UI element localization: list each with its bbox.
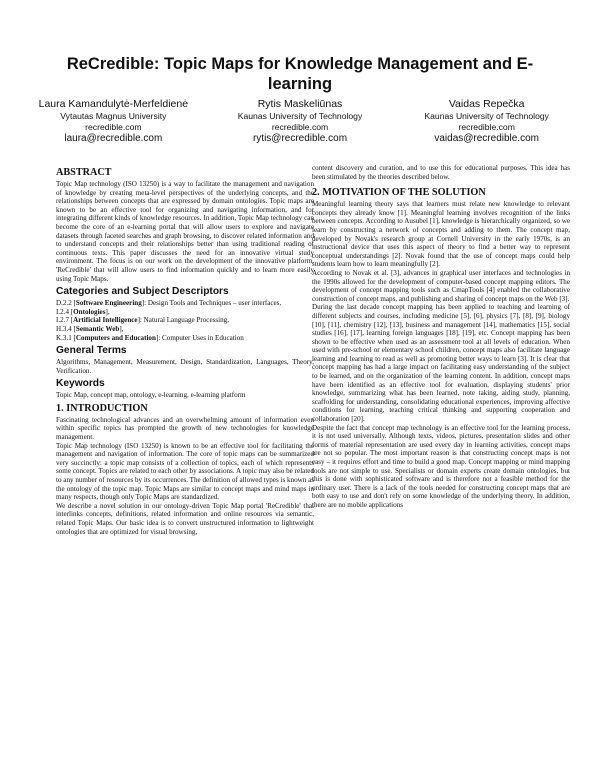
motivation-paragraph: During the last decade concept mapping has been applied to teaching and learning of different subjects and courses, including medicine [5], [6], physics [7], [8], [9], biology [10], [11], chemistry [12], [13], business and management [14], mathematics [15], social studies [16], [17], learning foreign languages [18], [19], etc. Concept mapping has been shown to be effective when used as an assessment tool at all levels of education. When used with pre-school or elementary school children, concept maps also facilitate language learning and learning to read as well as promoting better ways to learn [3]. It is clear that concept mapping has had a large impact on facilitating easy understanding of the subject to be learned, and on the organization of the learning content. In addition, concept maps have been identified as an effective tool for evaluation, displaying students' prior knowledge, summarizing what has been learned, note taking, aiding study, planning, scaffolding for understanding, consolidating educational experiences, improving affective conditions for learning, teaching critical thinking and supporting cooperation and collaboration [20]. — [312, 303, 570, 424]
author-name: Rytis Maskeliūnas — [257, 98, 343, 110]
right-column — [312, 164, 570, 510]
motivation-paragraph: Meaningful learning theory says that learners must relate new knowledge to relevant concepts they already know [1]. Meaningful learning involves recognition of the links between concepts. According to Ausubel [1], knowledge is hierarchically organized, so we learn by constructing a network of concepts and adding to them. The concept map, developed by Novak's research group at Cornell University in the early 1970s, is an instructional device that uses this aspect of theory to find a better way to represent conceptual understandings [2]. Novak found that the use of concept maps could help students learn how to learn meaningfully [2]. — [312, 200, 570, 269]
category-item: D.2.2 [Software Engineering]: Design Tools and Techniques – user interfaces, — [56, 299, 282, 308]
keywords-heading: Keywords — [56, 378, 105, 390]
author-1 — [20, 98, 207, 145]
abstract-heading: ABSTRACT — [56, 167, 112, 178]
intro-paragraph: We describe a novel solution in our ontology-driven Topic Map portal 'ReCredible' that interlinks concepts, definitions, related information and online resources via semantic, related Topic Maps. Our basic idea is to convert unstructured information to lightweight ontologies that are optimized for visual browsing, — [56, 501, 314, 536]
author-org: recredible.com — [271, 122, 329, 132]
author-affiliation: Vytautas Magnus University — [60, 111, 167, 121]
category-item: K.3.1 [Computers and Education]: Computer Uses in Education — [56, 333, 244, 342]
author-affiliation: Kaunas University of Technology — [424, 111, 549, 121]
author-affiliation: Kaunas University of Technology — [237, 111, 363, 121]
author-name: Laura Kamandulytė-Merfeldienė — [38, 98, 189, 110]
keywords-text: Topic Map, concept map, ontology, e-learning, e-learning platform — [56, 391, 246, 400]
paper-title: ReCredible: Topic Maps for Knowledge Management and E-learning — [66, 55, 534, 93]
category-item: I.2.7 [Artificial Intelligence]: Natural Language Processing, — [56, 316, 229, 325]
general-terms-text: Algorithms, Management, Measurement, Design, Standardization, Languages, Theory, Verification. — [56, 358, 314, 375]
categories-list — [56, 299, 314, 342]
author-2 — [207, 98, 394, 145]
intro-continuation: content discovery and curation, and to use this for educational purposes. This idea has been stimulated by the theories described below. — [312, 164, 570, 181]
author-email: vaidas@recredible.com — [434, 133, 539, 144]
general-terms-heading: General Terms — [56, 345, 127, 357]
author-name: Vaidas Repečka — [448, 98, 525, 110]
motivation-paragraph: According to Novak et al. [3], advances in graphical user interfaces and technologies in the 1990s allowed for the development of computer-based concept mapping editors. The development of concept mapping tools such as CmapTools [4] enabled the collaborative construction of concept maps, and publishing and sharing of concept maps on the Web [3]. — [312, 268, 570, 303]
author-block — [20, 98, 580, 145]
intro-heading: 1. INTRODUCTION — [56, 402, 148, 414]
intro-paragraph: Topic Map technology (ISO 13250) is known to be an effective tool for facilitating the management and navigation of information. The core of topic maps can be summarized very succinctly: a topic map consists of a collection of topics, each of which represents some concept. Topics are related to each other by associations. A topic may also be related to any number of resources by its occurrences. The definition of allowed types is known as the ontology of the topic map. Topic Maps are similar to concept maps and mind maps in many respects, though only Topic Maps are standardized. — [56, 441, 314, 502]
category-item: I.2.4 [Ontologies], — [56, 307, 110, 316]
categories-heading: Categories and Subject Descriptors — [56, 286, 229, 298]
author-email: laura@recredible.com — [64, 133, 163, 144]
author-org: recredible.com — [458, 122, 515, 132]
abstract-text: Topic Map technology (ISO 13250) is a way to facilitate the management and navigation of knowledge by creating meta-level perspectives of the underlying concepts, and the relationships between concepts that are expressed by domain ontologies. Topic maps are known to be an effective tool for organizing and navigating information, and for integrating different kinds of knowledge resources. In addition, Topic Map technology can become the core of an e-learning portal that will allow users to explore and navigate datasets through faceted searches and graph browsing, to discover related information and to understand concepts and their relationships better than using traditional reading of continuous texts. This paper discusses the need for an innovative virtual study environment. The focus is on our work on the development of the innovative platform, 'ReCredible' that will allow users to find information quickly and to learn more easily using Topic Maps. — [56, 180, 314, 283]
left-column — [56, 164, 314, 536]
motivation-paragraph: Despite the fact that concept map technology is an effective tool for the learning process, it is not used universally. Although texts, videos, pictures, presentation slides and other forms of material representation are used every day in learning activities, concept maps are not so popular. The most important reason is that constructing concept maps is not easy – it requires effort and time to build a good map. Concept mapping or mind mapping tools are not simple to use. Specialists or domain experts create domain ontologies, but this is done with sophisticated software and is therefore not a feasible method for the ordinary user. There is a lack of the tools needed for constructing concept maps that are both easy to use and don't rely on some knowledge of the underlying theory. In addition, there are no mobile applications — [312, 423, 570, 509]
category-item: H.3.4 [Semantic Web], — [56, 324, 124, 333]
author-org: recredible.com — [85, 122, 142, 132]
intro-paragraph: Fascinating technological advances and an overwhelming amount of information even within specific topics has prompted the growth of new technologies for knowledge management. — [56, 415, 314, 442]
author-3 — [393, 98, 580, 145]
author-email: rytis@recredible.com — [252, 133, 348, 144]
motivation-heading: 2. MOTIVATION OF THE SOLUTION — [312, 187, 486, 199]
